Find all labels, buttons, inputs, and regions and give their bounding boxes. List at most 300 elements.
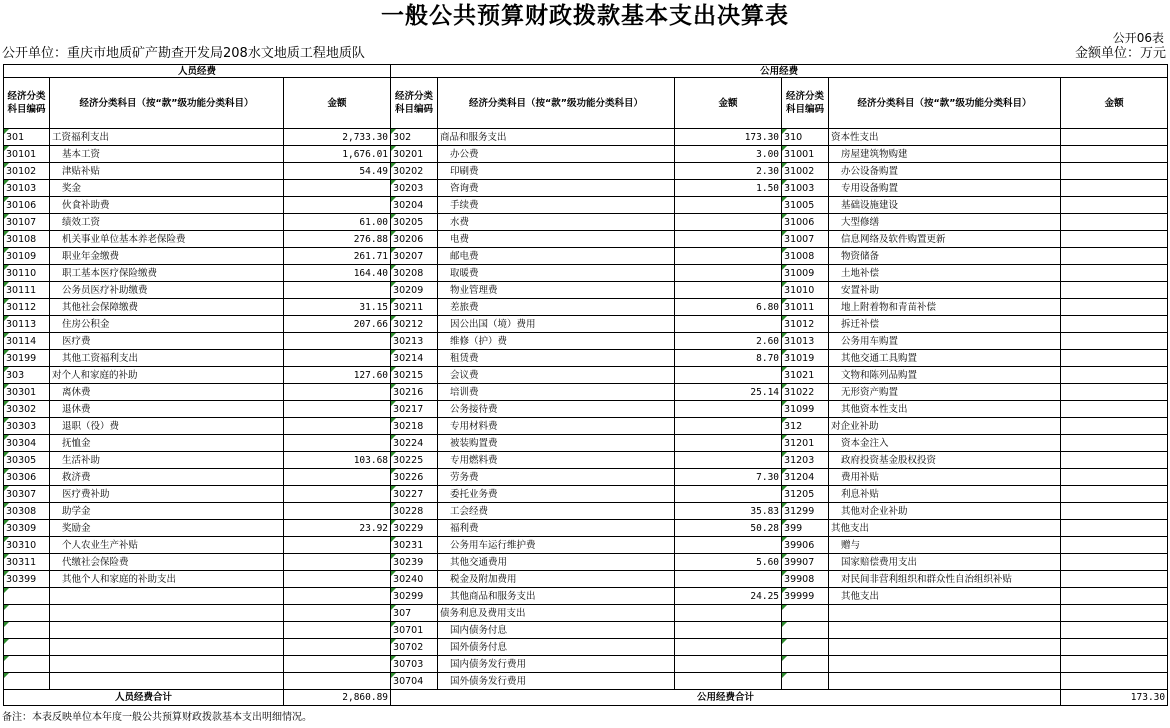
name-cell: 其他商品和服务支出 [438,588,675,605]
code-cell: 30114 [4,333,50,350]
amount-cell [1061,180,1168,197]
code-cell: 30703 [391,656,438,673]
name-cell: 其他交通工具购置 [829,350,1061,367]
amount-cell [675,367,782,384]
code-cell: 30108 [4,231,50,248]
amount-cell [675,435,782,452]
amount-cell [1061,146,1168,163]
code-cell: 30111 [4,282,50,299]
code-cell: 30704 [391,673,438,690]
name-cell: 医疗费补助 [50,486,284,503]
name-cell [50,622,284,639]
table-row [4,554,1168,571]
name-cell [50,605,284,622]
table-row [4,469,1168,486]
code-cell: 301 [4,129,50,146]
code-cell: 302 [391,129,438,146]
code-cell: 30204 [391,197,438,214]
name-cell: 其他社会保障缴费 [50,299,284,316]
name-cell: 印刷费 [438,163,675,180]
amount-cell [284,503,391,520]
name-cell: 职工基本医疗保险缴费 [50,265,284,282]
name-cell [829,656,1061,673]
amount-cell [1061,384,1168,401]
name-cell: 代缴社会保险费 [50,554,284,571]
amount-cell: 5.60 [675,554,782,571]
table-row [4,350,1168,367]
header-code: 经济分类科目编码 [782,78,829,129]
amount-cell [1061,486,1168,503]
amount-cell [1061,418,1168,435]
code-cell: 31099 [782,401,829,418]
name-cell: 咨询费 [438,180,675,197]
expenditure-table [3,64,1168,706]
amount-cell: 276.88 [284,231,391,248]
name-cell: 商品和服务支出 [438,129,675,146]
amount-cell [675,622,782,639]
reporting-unit: 公开单位：重庆市地质矿产勘查开发局208水文地质工程地质队 [2,46,365,61]
code-cell: 31006 [782,214,829,231]
name-cell: 会议费 [438,367,675,384]
code-cell: 31002 [782,163,829,180]
code-cell: 30227 [391,486,438,503]
name-cell: 拆迁补偿 [829,316,1061,333]
name-cell: 其他支出 [829,588,1061,605]
code-cell: 30217 [391,401,438,418]
name-cell [829,639,1061,656]
name-cell [829,673,1061,690]
name-cell: 绩效工资 [50,214,284,231]
amount-cell [1061,129,1168,146]
amount-cell [1061,520,1168,537]
name-cell: 费用补贴 [829,469,1061,486]
code-cell: 30303 [4,418,50,435]
name-cell: 其他工资福利支出 [50,350,284,367]
personnel-total-amount: 2,860.89 [284,690,391,706]
name-cell: 资本性支出 [829,129,1061,146]
totals-row [4,690,1168,706]
name-cell: 抚恤金 [50,435,284,452]
table-row [4,316,1168,333]
amount-cell [675,401,782,418]
code-cell: 30702 [391,639,438,656]
name-cell: 租赁费 [438,350,675,367]
code-cell: 30299 [391,588,438,605]
name-cell: 专用材料费 [438,418,675,435]
amount-cell [675,231,782,248]
code-cell: 30310 [4,537,50,554]
amount-cell: 103.68 [284,452,391,469]
amount-cell [1061,231,1168,248]
code-cell: 31299 [782,503,829,520]
amount-cell [675,452,782,469]
name-cell: 公务接待费 [438,401,675,418]
name-cell: 物业管理费 [438,282,675,299]
code-cell: 30103 [4,180,50,197]
name-cell: 政府投资基金股权投资 [829,452,1061,469]
amount-cell: 3.00 [675,146,782,163]
amount-cell [1061,401,1168,418]
code-cell: 30214 [391,350,438,367]
amount-cell [1061,452,1168,469]
code-cell: 30213 [391,333,438,350]
name-cell: 劳务费 [438,469,675,486]
amount-cell [284,605,391,622]
name-cell: 机关事业单位基本养老保险费 [50,231,284,248]
name-cell: 资本金注入 [829,435,1061,452]
code-cell [4,656,50,673]
code-cell: 30203 [391,180,438,197]
name-cell: 基础设施建设 [829,197,1061,214]
amount-cell [1061,367,1168,384]
name-cell [50,656,284,673]
table-row [4,673,1168,690]
code-cell [4,605,50,622]
code-cell [4,622,50,639]
name-cell: 赠与 [829,537,1061,554]
code-cell: 30112 [4,299,50,316]
table-row [4,571,1168,588]
code-cell [4,588,50,605]
amount-cell [1061,248,1168,265]
amount-cell [1061,588,1168,605]
amount-cell: 23.92 [284,520,391,537]
name-cell: 工资福利支出 [50,129,284,146]
amount-cell [1061,537,1168,554]
name-cell: 信息网络及软件购置更新 [829,231,1061,248]
personnel-total-label: 人员经费合计 [4,690,284,706]
name-cell: 退职（役）费 [50,418,284,435]
code-cell: 303 [4,367,50,384]
header-name: 经济分类科目（按“款”级功能分类科目） [50,78,284,129]
code-cell: 307 [391,605,438,622]
code-cell: 31204 [782,469,829,486]
name-cell: 津贴补贴 [50,163,284,180]
amount-cell [284,333,391,350]
code-cell: 31009 [782,265,829,282]
amount-cell: 25.14 [675,384,782,401]
code-cell: 31010 [782,282,829,299]
amount-cell [1061,554,1168,571]
table-row [4,299,1168,316]
code-cell: 30208 [391,265,438,282]
code-cell: 30311 [4,554,50,571]
table-row [4,588,1168,605]
amount-cell [284,435,391,452]
amount-cell: 35.83 [675,503,782,520]
amount-cell [675,673,782,690]
amount-cell: 173.30 [675,129,782,146]
amount-cell [284,622,391,639]
name-cell: 土地补偿 [829,265,1061,282]
name-cell: 其他支出 [829,520,1061,537]
group-personnel: 人员经费 [4,65,391,78]
amount-cell [675,248,782,265]
amount-cell [675,571,782,588]
code-cell: 30308 [4,503,50,520]
name-cell: 奖金 [50,180,284,197]
code-cell: 30304 [4,435,50,452]
name-cell: 专用燃料费 [438,452,675,469]
amount-cell: 2.60 [675,333,782,350]
name-cell [50,673,284,690]
code-cell [782,605,829,622]
name-cell: 国内债务发行费用 [438,656,675,673]
name-cell: 办公设备购置 [829,163,1061,180]
code-cell: 30240 [391,571,438,588]
code-cell: 31005 [782,197,829,214]
name-cell: 国内债务付息 [438,622,675,639]
amount-cell [675,656,782,673]
amount-cell: 24.25 [675,588,782,605]
code-cell: 30305 [4,452,50,469]
code-cell: 31001 [782,146,829,163]
name-cell: 救济费 [50,469,284,486]
code-cell [4,639,50,656]
amount-cell: 7.30 [675,469,782,486]
amount-cell [675,214,782,231]
code-cell: 30102 [4,163,50,180]
table-row [4,418,1168,435]
name-cell [829,622,1061,639]
amount-cell [1061,163,1168,180]
name-cell: 对个人和家庭的补助 [50,367,284,384]
amount-cell [1061,673,1168,690]
table-row [4,333,1168,350]
amount-cell [284,469,391,486]
amount-cell [1061,571,1168,588]
code-cell: 30110 [4,265,50,282]
code-cell: 30101 [4,146,50,163]
name-cell: 公务用车运行维护费 [438,537,675,554]
name-cell: 安置补助 [829,282,1061,299]
name-cell: 邮电费 [438,248,675,265]
amount-cell [1061,622,1168,639]
code-cell: 30207 [391,248,438,265]
table-row [4,503,1168,520]
amount-cell [1061,350,1168,367]
amount-cell [1061,435,1168,452]
amount-cell [1061,316,1168,333]
name-cell [50,639,284,656]
table-row [4,129,1168,146]
footnote: 备注：本表反映单位本年度一般公共预算财政拨款基本支出明细情况。 [2,712,312,723]
table-row [4,214,1168,231]
amount-cell [675,265,782,282]
table-row [4,401,1168,418]
name-cell: 对企业补助 [829,418,1061,435]
name-cell: 公务员医疗补助缴费 [50,282,284,299]
code-cell: 31022 [782,384,829,401]
code-cell: 31008 [782,248,829,265]
code-cell: 31203 [782,452,829,469]
amount-cell: 207.66 [284,316,391,333]
amount-cell [1061,605,1168,622]
name-cell: 专用设备购置 [829,180,1061,197]
header-code: 经济分类科目编码 [4,78,50,129]
header-amount: 金额 [1061,78,1168,129]
amount-cell [675,282,782,299]
header-amount: 金额 [675,78,782,129]
amount-cell [675,418,782,435]
table-row [4,452,1168,469]
table-row [4,367,1168,384]
name-cell: 水费 [438,214,675,231]
header-code: 经济分类科目编码 [391,78,438,129]
name-cell: 伙食补助费 [50,197,284,214]
code-cell [782,673,829,690]
code-cell: 31003 [782,180,829,197]
code-cell [4,673,50,690]
name-cell: 取暖费 [438,265,675,282]
page-title: 一般公共预算财政拨款基本支出决算表 [381,3,789,29]
table-row [4,622,1168,639]
amount-cell [675,316,782,333]
amount-cell [675,639,782,656]
amount-cell: 50.28 [675,520,782,537]
name-cell: 因公出国（境）费用 [438,316,675,333]
code-cell: 30201 [391,146,438,163]
name-cell: 工会经费 [438,503,675,520]
code-cell: 31019 [782,350,829,367]
name-cell: 维修（护）费 [438,333,675,350]
amount-cell [1061,639,1168,656]
amount-cell: 261.71 [284,248,391,265]
code-cell: 30211 [391,299,438,316]
code-cell: 39907 [782,554,829,571]
name-cell: 物资储备 [829,248,1061,265]
name-cell: 个人农业生产补贴 [50,537,284,554]
amount-cell: 8.70 [675,350,782,367]
amount-cell [284,384,391,401]
code-cell: 30309 [4,520,50,537]
table-row [4,520,1168,537]
code-cell: 30701 [391,622,438,639]
amount-cell: 6.80 [675,299,782,316]
code-cell: 31007 [782,231,829,248]
name-cell: 委托业务费 [438,486,675,503]
amount-cell: 1.50 [675,180,782,197]
code-cell: 30212 [391,316,438,333]
amount-unit: 金额单位：万元 [1074,46,1166,61]
amount-cell [284,588,391,605]
amount-cell [284,673,391,690]
name-cell: 对民间非营利组织和群众性自治组织补贴 [829,571,1061,588]
name-cell: 税金及附加费用 [438,571,675,588]
amount-cell [1061,299,1168,316]
header-amount: 金额 [284,78,391,129]
code-cell: 39906 [782,537,829,554]
name-cell: 培训费 [438,384,675,401]
name-cell: 其他个人和家庭的补助支出 [50,571,284,588]
amount-cell [1061,656,1168,673]
name-cell: 大型修缮 [829,214,1061,231]
amount-cell [284,656,391,673]
code-cell: 312 [782,418,829,435]
amount-cell [675,197,782,214]
name-cell: 国家赔偿费用支出 [829,554,1061,571]
amount-cell: 54.49 [284,163,391,180]
name-cell: 其他资本性支出 [829,401,1061,418]
name-cell: 职业年金缴费 [50,248,284,265]
name-cell: 离休费 [50,384,284,401]
name-cell: 国外债务发行费用 [438,673,675,690]
amount-cell [1061,197,1168,214]
header-name: 经济分类科目（按“款”级功能分类科目） [829,78,1061,129]
name-cell: 办公费 [438,146,675,163]
amount-cell [675,537,782,554]
code-cell: 30307 [4,486,50,503]
name-cell: 住房公积金 [50,316,284,333]
public-total-label: 公用经费合计 [391,690,1061,706]
amount-cell [284,282,391,299]
code-cell: 30239 [391,554,438,571]
code-cell [782,639,829,656]
amount-cell: 31.15 [284,299,391,316]
table-row [4,248,1168,265]
amount-cell [1061,503,1168,520]
code-cell: 30206 [391,231,438,248]
code-cell: 31012 [782,316,829,333]
code-cell [782,622,829,639]
code-cell: 30399 [4,571,50,588]
code-cell: 30306 [4,469,50,486]
code-cell: 30231 [391,537,438,554]
amount-cell: 127.60 [284,367,391,384]
code-cell: 30209 [391,282,438,299]
table-row [4,656,1168,673]
amount-cell: 164.40 [284,265,391,282]
table-row [4,435,1168,452]
table-row [4,265,1168,282]
code-cell: 30109 [4,248,50,265]
table-row [4,180,1168,197]
name-cell: 助学金 [50,503,284,520]
amount-cell: 2,733.30 [284,129,391,146]
amount-cell [1061,214,1168,231]
name-cell: 债务利息及费用支出 [438,605,675,622]
amount-cell [1061,265,1168,282]
name-cell: 福利费 [438,520,675,537]
amount-cell: 61.00 [284,214,391,231]
code-cell: 30106 [4,197,50,214]
amount-cell: 2.30 [675,163,782,180]
code-cell: 31205 [782,486,829,503]
code-cell: 30302 [4,401,50,418]
code-cell: 30216 [391,384,438,401]
code-cell: 31013 [782,333,829,350]
code-cell: 31011 [782,299,829,316]
amount-cell [284,401,391,418]
table-row [4,146,1168,163]
amount-cell [284,639,391,656]
amount-cell [1061,282,1168,299]
name-cell [50,588,284,605]
code-cell [782,656,829,673]
code-cell: 39908 [782,571,829,588]
code-cell: 30205 [391,214,438,231]
amount-cell [675,605,782,622]
amount-cell [675,486,782,503]
code-cell: 399 [782,520,829,537]
amount-cell [1061,469,1168,486]
name-cell: 医疗费 [50,333,284,350]
code-cell: 30301 [4,384,50,401]
name-cell [829,605,1061,622]
name-cell: 奖励金 [50,520,284,537]
code-cell: 30218 [391,418,438,435]
name-cell: 电费 [438,231,675,248]
